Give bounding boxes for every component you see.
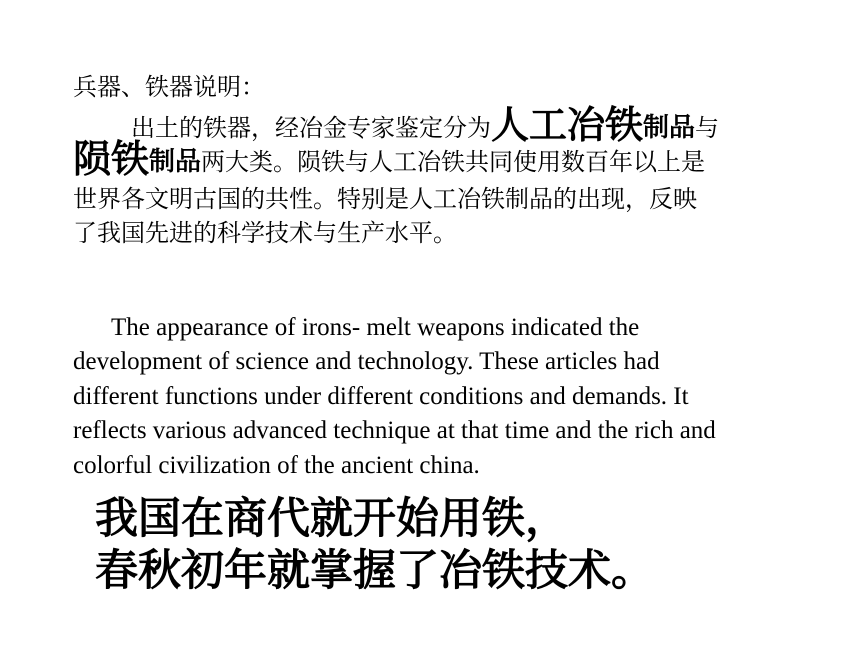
emphasis-products-2: 制品	[149, 147, 202, 177]
section-heading: 兵器、铁器说明：	[73, 73, 265, 101]
headline-line-1: 我国在商代就开始用铁，	[95, 494, 568, 544]
english-line-4: reflects various advanced technique at that time and the rich and	[73, 417, 716, 445]
emphasis-meteoric-iron: 陨铁	[73, 137, 150, 181]
chinese-description	[73, 103, 823, 250]
emphasis-artificial-iron: 人工冶铁	[491, 103, 644, 147]
english-line-3: different functions under different conditions and demands. It	[73, 382, 689, 410]
chinese-line-3: 世界各文明古国的共性。特别是人工冶铁制品的出现，反映	[73, 185, 697, 213]
chinese-line-2	[73, 137, 823, 182]
english-line-1	[73, 311, 833, 345]
chinese-line-4: 了我国先进的科学技术与生产水平。	[73, 219, 457, 247]
english-description	[73, 311, 833, 483]
chinese-line-1	[73, 103, 823, 147]
chinese-line-2-tail: 两大类。陨铁与人工冶铁共同使用数百年以上是	[201, 148, 706, 176]
emphasis-products-1: 制品	[643, 113, 696, 143]
chinese-line-1-text: 出土的铁器，经冶金专家鉴定分为	[131, 114, 491, 142]
english-line-2: development of science and technology. These articles had	[73, 348, 660, 376]
summary-headline	[95, 493, 654, 597]
headline-line-2: 春秋初年就掌握了冶铁技术。	[95, 546, 654, 596]
english-line-5: colorful civilization of the ancient china.	[73, 451, 480, 479]
chinese-line-1-tail: 与	[695, 114, 720, 142]
english-line-1-text: The appearance of irons- melt weapons indicated the	[111, 314, 640, 341]
